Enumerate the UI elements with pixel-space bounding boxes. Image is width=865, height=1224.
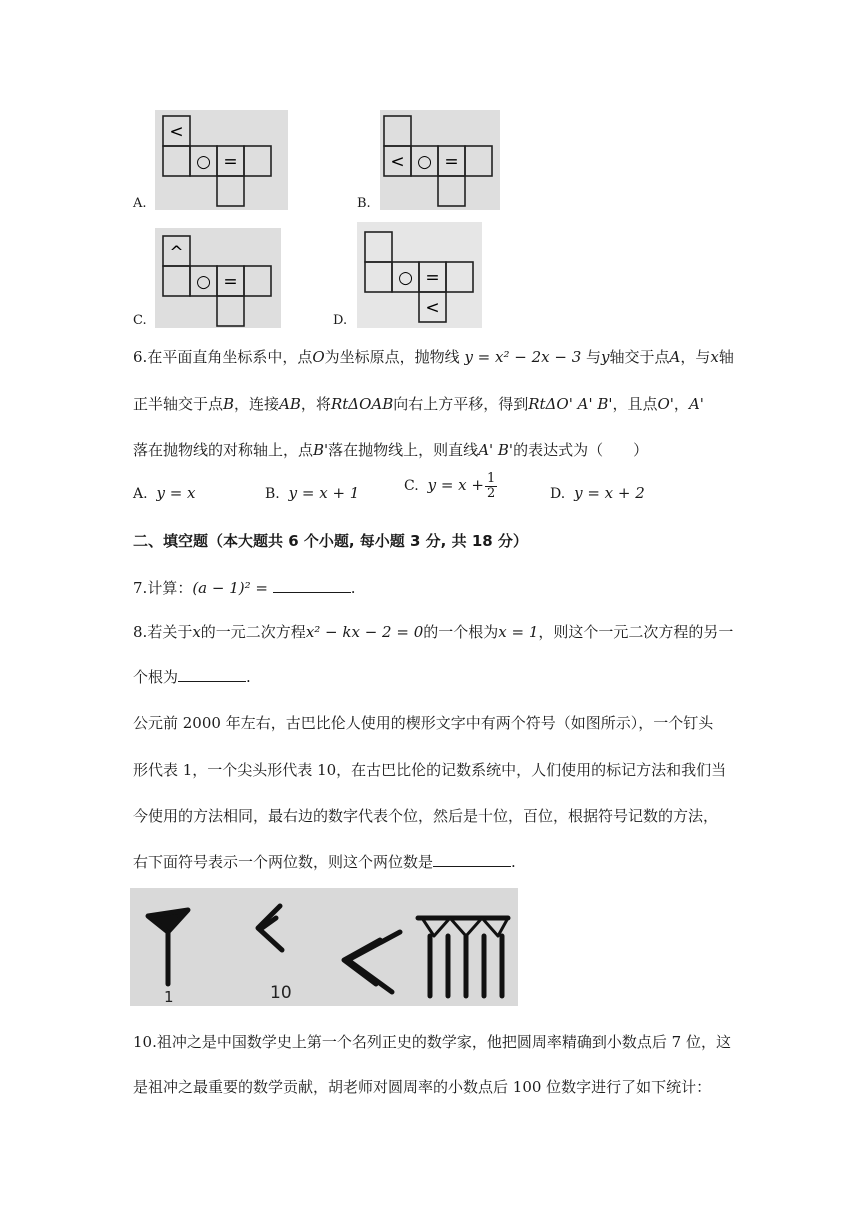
cube-b-symbol-2: ○	[417, 152, 432, 172]
option-c-label: C.	[133, 313, 147, 328]
cube-c-symbol-1: ^	[169, 243, 184, 263]
q6-option-c: C. y = x + $\frac{1}{2}$	[404, 471, 496, 501]
cube-a-symbol-3: =	[223, 152, 238, 172]
option-b-label: B.	[357, 196, 371, 211]
q6-option-a: A. y = x	[133, 484, 196, 502]
q9-answer-blank[interactable]	[433, 850, 511, 867]
cube-a-symbol-1: <	[169, 122, 184, 142]
cube-c-symbol-2: ○	[196, 272, 211, 292]
cube-a-symbol-2: ○	[196, 152, 211, 172]
cube-net-a-image	[155, 110, 288, 210]
cube-c-symbol-3: =	[223, 272, 238, 292]
q7-answer-blank[interactable]	[273, 576, 351, 593]
q6-option-d: D. y = x + 2	[550, 484, 645, 502]
cube-net-d-image	[357, 222, 482, 328]
q8-line-2: 个根为 .	[133, 665, 251, 687]
cube-d-symbol-2: =	[425, 268, 440, 288]
q6-line-3: 落在抛物线的对称轴上，点B'落在抛物线上，则直线A' B'的表达式为（ ）	[133, 441, 649, 459]
q10-line-1: 10.祖冲之是中国数学史上第一个名列正史的数学家，他把圆周率精确到小数点后 7 位，这	[133, 1033, 731, 1051]
q9-line-3: 今使用的方法相同，最右边的数字代表个位，然后是十位，百位，根据符号记数的方法，	[133, 807, 719, 825]
cube-b-symbol-3: =	[444, 152, 459, 172]
q6-option-b: B. y = x + 1	[265, 484, 360, 502]
q9-line-1: 公元前 2000 年左右，古巴比伦人使用的楔形文字中有两个符号（如图所示），一个钉头	[133, 714, 714, 732]
q9-line-4: 右下面符号表示一个两位数，则这个两位数是 .	[133, 850, 516, 872]
option-a-label: A.	[133, 196, 147, 211]
cube-d-symbol-1: ○	[398, 268, 413, 288]
cube-net-c-image	[155, 228, 281, 328]
cube-b-symbol-1: <	[390, 152, 405, 172]
cube-net-b-image	[380, 110, 500, 210]
q6-parabola-expr: y = x² − 2x − 3	[464, 348, 582, 366]
q7-line: 7.计算：(a − 1)² = .	[133, 576, 356, 598]
q9-line-2: 形代表 1，一个尖头形代表 10，在古巴比伦的记数系统中，人们使用的标记方法和我们当	[133, 761, 727, 779]
symbol-label-1: 1	[164, 988, 174, 1006]
option-d-label: D.	[333, 313, 348, 328]
q8-answer-blank[interactable]	[178, 665, 246, 682]
q8-line-1: 8.若关于x的一元二次方程x² − kx − 2 = 0的一个根为x = 1，则这个一元二次方程的另一	[133, 623, 734, 641]
cube-d-symbol-3: <	[425, 298, 440, 318]
cuneiform-symbols-image	[130, 888, 518, 1006]
q6-line-2: 正半轴交于点B，连接AB，将RtΔOAB向右上方平移，得到RtΔO' A' B'，且点O'，A'	[133, 395, 704, 413]
symbol-label-10: 10	[270, 983, 292, 1003]
q6-line-1: 6.在平面直角坐标系中，点O为坐标原点，抛物线 y = x² − 2x − 3 与y轴交于点A，与x轴	[133, 348, 734, 366]
section-2-heading: 二、填空题（本大题共 6 个小题, 每小题 3 分, 共 18 分）	[133, 532, 528, 550]
q10-line-2: 是祖冲之最重要的数学贡献，胡老师对圆周率的小数点后 100 位数字进行了如下统计：	[133, 1078, 712, 1096]
